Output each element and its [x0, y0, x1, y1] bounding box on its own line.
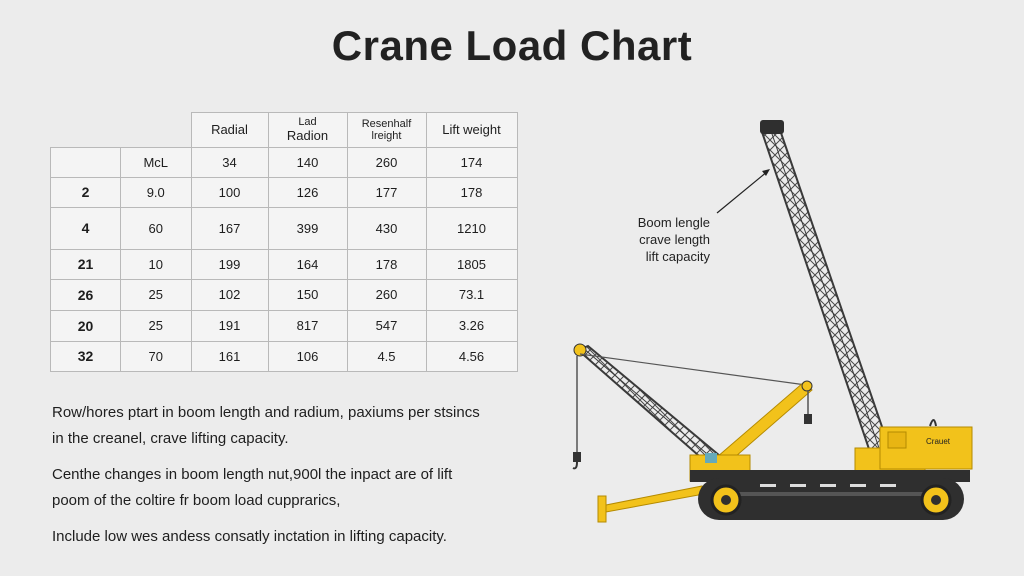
note-line: Row/hores ptart in boom length and radium, paxiums per stsincs [52, 404, 480, 421]
row-label: 2 [51, 177, 121, 207]
track-hub [721, 495, 731, 505]
row-label: 26 [51, 279, 121, 310]
note-line: poom of the coltire fr boom load cupprarics, [52, 492, 341, 509]
table-cell: 199 [191, 249, 268, 279]
table-cell: 150 [268, 279, 347, 310]
arm-pulley [802, 381, 812, 391]
table-cell: 1805 [426, 249, 517, 279]
table-cell: 70 [121, 341, 192, 371]
header-load-radion-top: Lad [298, 116, 317, 129]
table-cell: 817 [268, 310, 347, 341]
hook-icon [573, 462, 577, 468]
row-label: 4 [51, 207, 121, 249]
page-title: Crane Load Chart [331, 22, 693, 69]
table-cell: 102 [191, 279, 268, 310]
row-label: 21 [51, 249, 121, 279]
cab-label: Crauet [926, 437, 951, 446]
table-cell: 34 [191, 147, 268, 177]
table-cell: 73.1 [426, 279, 517, 310]
table-cell: 167 [191, 207, 268, 249]
boom-tip-sheave [760, 120, 784, 134]
header-load-radion-bottom: Radion [286, 128, 329, 144]
table-cell: 126 [268, 177, 347, 207]
hook-block [573, 452, 581, 462]
table-cell: 25 [121, 310, 192, 341]
note-line: Include low wes andess consatly inctation in lifting capacity. [52, 528, 447, 545]
callout-line: lift capacity [645, 249, 710, 264]
callout-arrow [717, 169, 770, 213]
table-cell: 60 [121, 207, 192, 249]
exhaust-icon [930, 420, 936, 426]
table-cell: 399 [268, 207, 347, 249]
jib-boom [573, 344, 806, 468]
note-line: in the creanel, crave lifting capacity. [52, 430, 289, 447]
table-cell: 1210 [426, 207, 517, 249]
callout-line: Boom lengle [637, 215, 710, 230]
table-cell: 547 [347, 310, 426, 341]
table-cell: 191 [191, 310, 268, 341]
table-cell: 260 [347, 147, 426, 177]
arm-hook-block [804, 414, 812, 424]
operator-window [705, 453, 717, 463]
table-cell: 164 [268, 249, 347, 279]
table-cell: 3.26 [426, 310, 517, 341]
main-boom [760, 120, 890, 452]
header-radial: Radial [191, 113, 268, 148]
outrigger [598, 486, 704, 522]
table-cell: 4.56 [426, 341, 517, 371]
table-cell: 140 [268, 147, 347, 177]
table-cell: 178 [426, 177, 517, 207]
table-cell: 430 [347, 207, 426, 249]
note-line: Centhe changes in boom length nut,900l the inpact are of lift [52, 466, 453, 483]
header-lift-weight: Lift weight [426, 113, 517, 148]
table-cell: 106 [268, 341, 347, 371]
table-cell: 9.0 [121, 177, 192, 207]
table-cell: 174 [426, 147, 517, 177]
track-hub [931, 495, 941, 505]
header-resenhalf-bottom: lreight [371, 129, 402, 142]
table-cell: 100 [191, 177, 268, 207]
header-resenhalf-top: Resenhalf [361, 117, 412, 130]
table-cell: 4.5 [347, 341, 426, 371]
outrigger-pad [598, 496, 606, 522]
table-cell: McL [121, 147, 192, 177]
row-label: 20 [51, 310, 121, 341]
callout-line: crave length [639, 232, 710, 247]
crawler-track [698, 478, 964, 520]
table-cell: 178 [347, 249, 426, 279]
table-cell: 161 [191, 341, 268, 371]
table-cell: 25 [121, 279, 192, 310]
table-cell: 260 [347, 279, 426, 310]
table-cell: 10 [121, 249, 192, 279]
row-label: 32 [51, 341, 121, 371]
cab-window [888, 432, 906, 448]
table-cell: 177 [347, 177, 426, 207]
